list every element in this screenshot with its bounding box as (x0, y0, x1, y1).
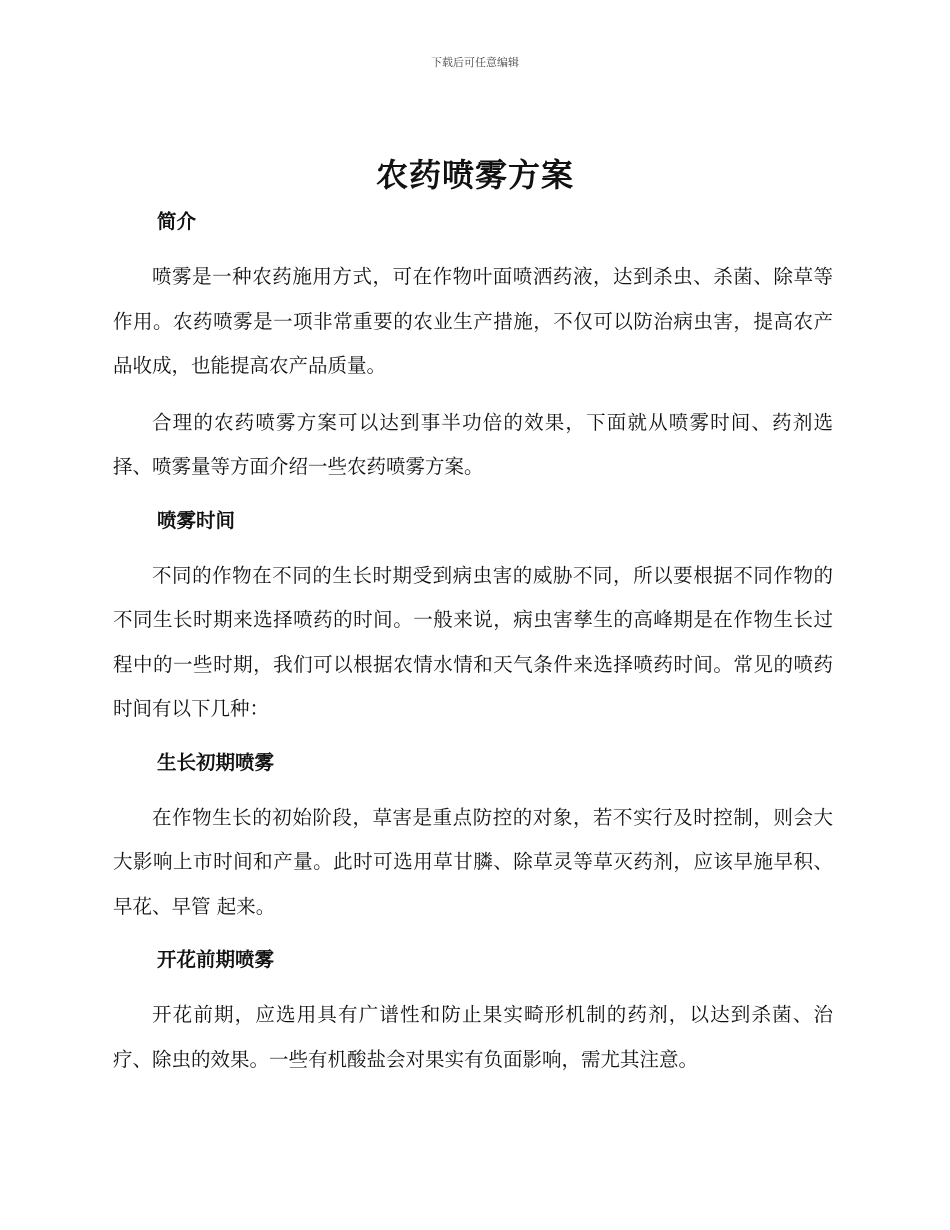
paragraph: 开花前期，应选用具有广谱性和防止果实畸形机制的药剂，以达到杀菌、治疗、除虫的效果。一些有机酸盐会对果实有负面影响，需尤其注意。 (113, 1003, 833, 1071)
section-spray-time (113, 502, 833, 744)
section-heading: 开花前期喷雾 (157, 948, 275, 971)
section-heading: 简介 (157, 210, 197, 233)
section-heading: 喷雾时间 (157, 508, 236, 532)
section-pre-flowering (113, 941, 833, 1082)
document-title: 农药喷雾方案 (375, 156, 574, 194)
paragraph: 不同的作物在不同的生长时期受到病虫害的威胁不同，所以要根据不同作物的不同生长时期来选择喷药的时间。一般来说，病虫害孳生的高峰期是在作物生长过程中的一些时期，我们可以根据农情水情和天气条件来选择喷药时间。常见的喷药时间有以下几种： (113, 563, 833, 720)
paragraph: 在作物生长的初始阶段，草害是重点防控的对象，若不实行及时控制，则会大大影响上市时间和产量。此时可选用草甘膦、除草灵等草灭药剂，应该早施早积、早花、早管 起来。 (113, 805, 833, 918)
section-intro (113, 203, 833, 502)
paragraph: 喷雾是一种农药施用方式，可在作物叶面喷洒药液，达到杀虫、杀菌、除草等作用。农药喷雾是一项非常重要的农业生产措施，不仅可以防治病虫害，提高农产品收成，也能提高农产品质量。 (113, 265, 833, 377)
section-early-growth (113, 744, 833, 942)
page-header: 下载后可任意编辑 (431, 56, 519, 69)
paragraph: 合理的农药喷雾方案可以达到事半功倍的效果，下面就从喷雾时间、药剂选择、喷雾量等方面介绍一些农药喷雾方案。 (113, 410, 833, 478)
document-body (113, 203, 833, 1082)
section-heading: 生长初期喷雾 (157, 750, 275, 774)
